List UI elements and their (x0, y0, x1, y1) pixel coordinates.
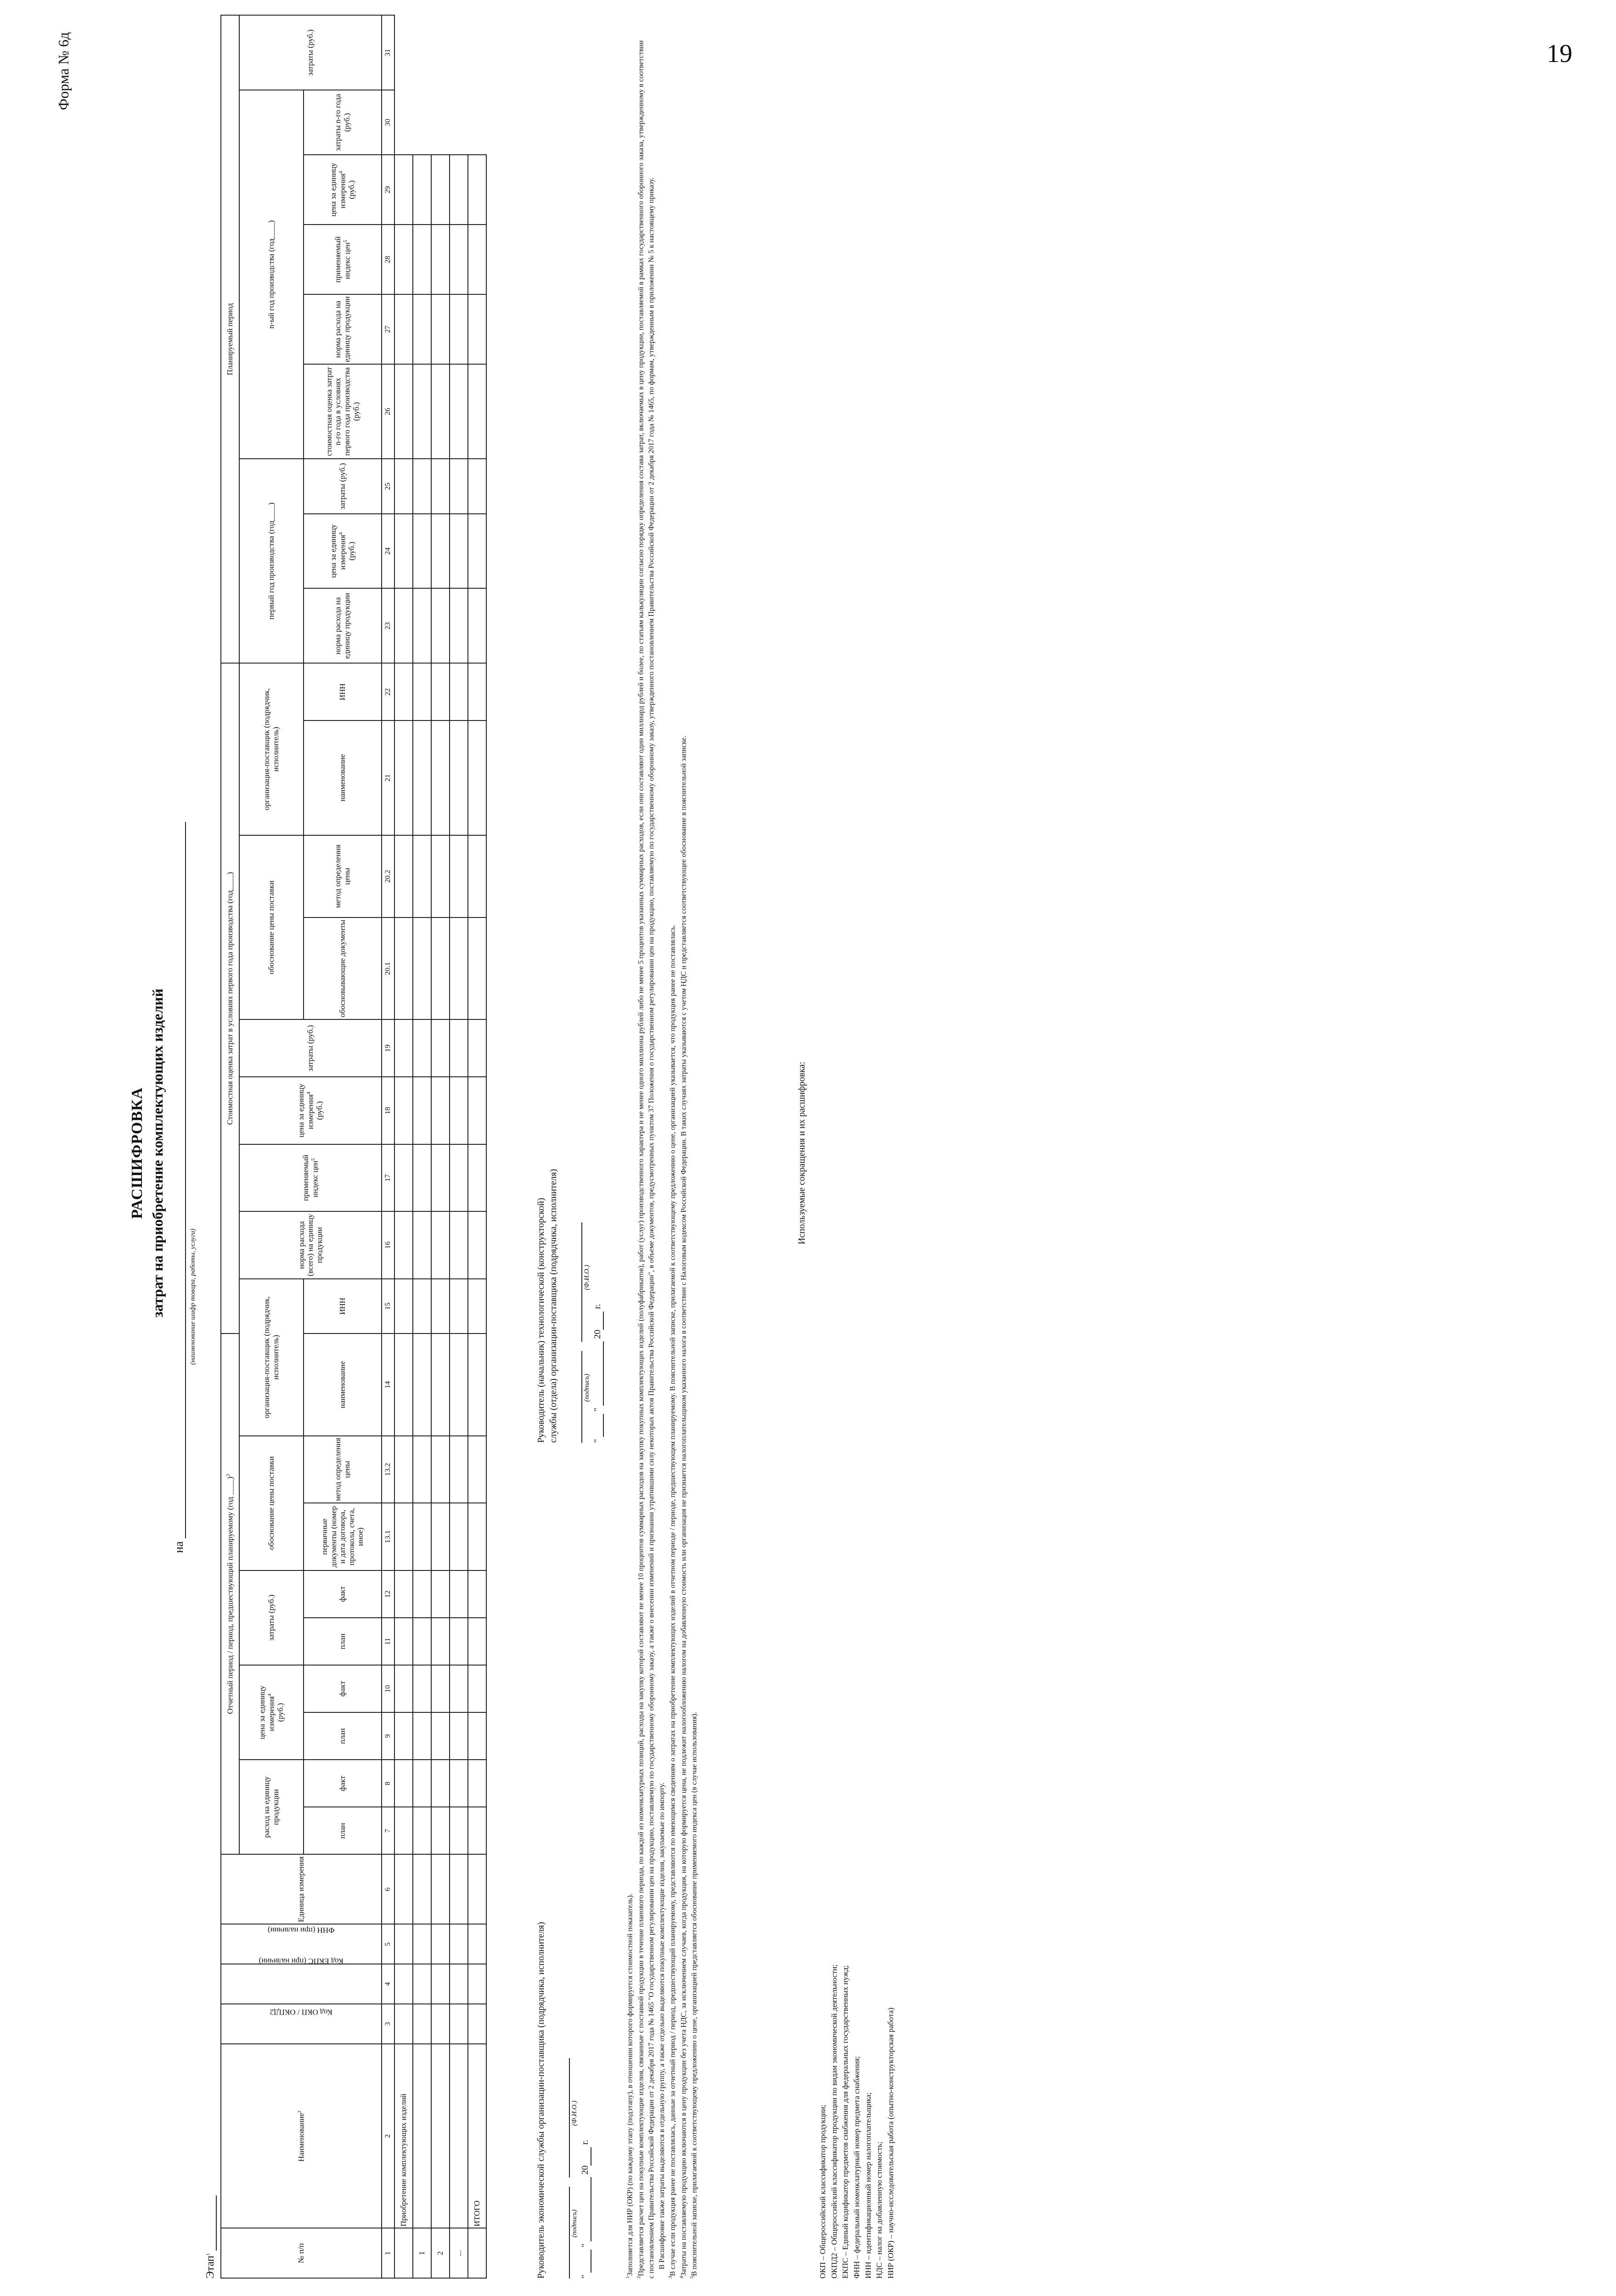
hdr-price-unit-2 (239, 1077, 382, 1144)
day-blank (595, 1414, 604, 1437)
cost-table (220, 15, 487, 2279)
col-num: 5 (382, 1924, 394, 1964)
etap-sup: 1 (205, 2253, 211, 2256)
hdr-ekps-text: Код ЕКПС (при наличии) (259, 1957, 344, 1966)
hdr-applied-index-text: применяемый индекс цен (301, 1154, 320, 1201)
year-blank (582, 2147, 591, 2166)
hdr-price-plan: план (304, 1712, 382, 1760)
abbreviation-item: ИНН – идентификационный номер налогоплательщика; (863, 2092, 873, 2279)
signature-block-left (535, 1819, 591, 2279)
hdr-price-unit-rub: (руб.) (276, 1703, 285, 1722)
hdr-ny-cost-first: стоимостная оценка затрат n-го года в условиях первого года производства (руб.) (304, 364, 382, 459)
hdr-justification-2: обоснование цены поставки (239, 835, 304, 1020)
abbreviation-item: НДС – налог на добавленную стоимость; (875, 2141, 884, 2279)
col-num: 31 (382, 15, 394, 90)
col-num: 14 (382, 1334, 394, 1436)
hdr-ny-index-text: применяемый индекс цен (333, 236, 352, 283)
hdr-okp (221, 2004, 382, 2044)
hdr-inn: ИНН (304, 1279, 382, 1334)
sign-caption: (подпись) (571, 2209, 578, 2238)
hdr-ny-price-text: цена за единицу измерения (329, 163, 347, 217)
footnote (636, 38, 657, 2279)
row-name (431, 2044, 450, 2228)
year-prefix: 20 (592, 1329, 603, 1339)
row-num: ... (450, 2228, 468, 2278)
footnote-text: Представляется расчет цен на покупные комплектующие изделия, связанные с поставкой продукции в течение планового периода, по каждой из номенклатурных позиций, расходы на закупку которой составляют не менее 10 процентов суммарных расходов на закупку покупных комплектующих изделий (полуфабрикатов), работ (услуг) производственного характера и не менее одного миллиона рублей либо не менее 5 процентов указанных суммарных расходов, если они составляют один миллиард рублей и более, по статьям калькуляции согласно порядку определения состава затрат, включаемых в цену продукции, поставляемой в рамках государственного оборонного заказа, утвержденному в соответствии с постановлением Правительства Российской Федерации от 2 декабря 2017 года № 1465 "О государственном регулировании цен на продукцию, поставляемую по государственному оборонному заказу, а также о внесении изменений и признании утратившими силу некоторых актов Правительства Российской Федерации", в объеме документов, предусмотренных пунктом 37 Положения о государственном регулировании цен на продукцию, поставляемую по государственному оборонному заказу, утвержденного постановлением Правительства Российской Федерации от 2 декабря 2017 года № 1465, по формам, утвержденным в приложении № 5 к настоящему приказу. (636, 40, 656, 2279)
hdr-consumption-fact: факт (304, 1760, 382, 1807)
footnotes (625, 38, 700, 2279)
col-num: 25 (382, 459, 394, 513)
col-num: 2 (382, 2044, 394, 2228)
row-name (413, 2044, 431, 2228)
col-num: 7 (382, 1807, 394, 1854)
abbreviation-item: ОКП – Общероссийский классификатор продукции; (818, 2105, 827, 2279)
hdr-supplier: организация-поставщик (подрядчик, исполнитель) (239, 1279, 304, 1436)
col-num: 13.1 (382, 1503, 394, 1570)
abbreviations-list (817, 1085, 896, 2279)
sign-blank (573, 1351, 582, 1443)
footnote (657, 38, 667, 2279)
col-num: 23 (382, 588, 394, 663)
na-line (172, 635, 186, 1553)
table-row-total (468, 15, 486, 2278)
col-num: 30 (382, 90, 394, 155)
col-num: 28 (382, 225, 394, 294)
hdr-applied-index-sup: 5 (310, 1158, 316, 1161)
month-blank (582, 2177, 591, 2241)
col-num: 10 (382, 1665, 394, 1712)
hdr-consumption-plan: план (304, 1807, 382, 1854)
footnote-sup: 3 (668, 2276, 674, 2279)
footnote-text: В Расшифровке также затраты выделяются в отдельную группу, а также отдельно выделяются покупные комплектующие изделия, закупаемые по импорту. (658, 1782, 666, 2269)
hdr-justifying-docs: обосновывающие документы (304, 917, 382, 1020)
footnote (667, 38, 678, 2279)
signature-left-head: Руководитель экономической службы организации-поставщика (подрядчика, исполнителя) (536, 1922, 546, 2279)
hdr-price-unit-2-rub: (руб.) (315, 1101, 324, 1120)
hdr-fy-costs: затраты (руб.) (304, 459, 382, 513)
signature-right-head2: службы (отдела) организации-поставщика (подрядчика, исполнителя) (548, 1169, 558, 1443)
hdr-okp-text: Код ОКП / ОКПД2 (270, 2008, 333, 2017)
row-num: 1 (413, 2228, 431, 2278)
signature-right-date (591, 938, 604, 1443)
hdr-consumption: расход на единицу продукции (239, 1760, 304, 1854)
footnote-sup: 2 (636, 2276, 642, 2279)
hdr-name-text: Наименование (297, 2113, 306, 2162)
footnote-text: Заполняется для НИР (ОКР) (по каждому этапу (подэтапу), в отношении которого формируется стоимостной показатель). (626, 1893, 634, 2276)
hdr-ny-norm: норма расхода на единицу продукции (304, 294, 382, 364)
col-num: 6 (382, 1854, 394, 1924)
hdr-method-2: метод определения цены (304, 835, 382, 917)
hdr-name (221, 2044, 382, 2228)
year-suffix: г. (592, 1304, 603, 1309)
hdr-fy-price-text: цена за единицу измерения (329, 524, 347, 578)
footnote (689, 38, 700, 2279)
col-num: 26 (382, 364, 394, 459)
hdr-price-fact: факт (304, 1665, 382, 1712)
footnote-sup: 1 (625, 2276, 631, 2279)
hdr-costs: затраты (руб.) (239, 1570, 304, 1665)
col-num: 3 (382, 2004, 394, 2044)
na-label: на (172, 1541, 186, 1553)
table-row (431, 15, 450, 2278)
hdr-unit: Единица измерения (221, 1854, 382, 1924)
hdr-price-unit-2-text: цена за единицу измерения (297, 1083, 315, 1137)
col-num: 12 (382, 1570, 394, 1618)
table-row (413, 15, 431, 2278)
col-num: 17 (382, 1144, 394, 1212)
hdr-nth-year: n-ый год производства (год____) (239, 90, 304, 459)
year-prefix: 20 (580, 2165, 591, 2175)
date-quote-close: " (592, 1407, 603, 1412)
day-blank (582, 2250, 591, 2273)
hdr-price-unit (239, 1665, 304, 1760)
hdr-method: метод определения цены (304, 1436, 382, 1503)
hdr-costs-fact: факт (304, 1570, 382, 1618)
na-caption: (наименование шифр товара, работы, услуги) (189, 1228, 197, 1365)
col-num: 20.1 (382, 917, 394, 1020)
footnote (625, 38, 636, 2279)
hdr-supplier-name-2: наименование (304, 720, 382, 835)
hdr-supplier-name: наименование (304, 1334, 382, 1436)
hdr-fy-norm: норма расхода на единицу продукции (304, 588, 382, 663)
row-num (468, 2228, 486, 2278)
hdr-ny-costs: затраты n-го года (руб.) (304, 90, 382, 155)
hdr-fy-price-sup: 4 (338, 532, 343, 535)
fio-blank (561, 2058, 570, 2178)
hdr-plan-period: Планируемый период (221, 15, 239, 663)
hdr-primary-docs: первичные документы (номер и дата договора, протокола, счета, иное) (304, 1503, 382, 1570)
column-number-row (382, 15, 394, 2278)
hdr-inn-2: ИНН (304, 663, 382, 720)
signature-right-head1: Руководитель (начальник) технологической (конструкторской) (536, 1198, 546, 1443)
col-num: 16 (382, 1211, 394, 1279)
signature-left-lines (557, 1819, 570, 2279)
date-quote-open: " (592, 1439, 603, 1443)
signature-left-captions (570, 1819, 579, 2279)
form-number: Форма № 6д (55, 32, 72, 110)
hdr-ny-price (304, 155, 382, 225)
hdr-supplier-2: организация-поставщик (подрядчик, исполнитель) (239, 663, 304, 835)
row-num (394, 2228, 413, 2278)
na-blank (174, 822, 186, 1538)
col-num: 4 (382, 1964, 394, 2004)
hdr-fy-price-rub: (руб.) (347, 541, 356, 561)
footnote (678, 38, 689, 2279)
col-num: 15 (382, 1279, 394, 1334)
hdr-price-unit-sup: 4 (266, 1694, 272, 1696)
hdr-report-period-text: Отчетный период / период, предшествующий планируемому (год ____) (225, 1476, 235, 1714)
abbreviation-item: ФНН – федеральный номенклатурный номер предмета снабжения; (852, 2056, 861, 2279)
signature-right-lines (570, 938, 582, 1443)
col-num: 20.2 (382, 835, 394, 917)
hdr-cost-group: Стоимостная оценка затрат в условиях первого года производства (год____) (221, 663, 239, 1334)
sign-caption: (подпись) (583, 1373, 591, 1402)
doc-title: РАСШИФРОВКА (129, 1087, 146, 1219)
hdr-price-unit-2-sup: 4 (305, 1092, 311, 1095)
col-num: 1 (382, 2228, 394, 2278)
doc-subtitle: затрат на приобретение комплектующих изделий (149, 988, 166, 1318)
col-num: 21 (382, 720, 394, 835)
col-num: 8 (382, 1760, 394, 1807)
hdr-norm-total: норма расхода (всего) на единицу продукции (239, 1211, 382, 1279)
col-num: 11 (382, 1618, 394, 1665)
month-blank (595, 1341, 604, 1406)
hdr-report-period (221, 1334, 239, 1854)
hdr-price-unit-text: цена за единицу измерения (258, 1685, 276, 1739)
row-name (450, 2044, 468, 2228)
signature-block-right (535, 938, 604, 1443)
hdr-ny-index (304, 225, 382, 294)
hdr-applied-index (239, 1144, 382, 1212)
abbreviation-item: ОКПД2 – Общероссийский классификатор продукции по видам экономической деятельности; (829, 1964, 839, 2279)
col-num: 9 (382, 1712, 394, 1760)
col-num: 18 (382, 1077, 394, 1144)
etap-line (204, 2195, 217, 2279)
footnote-text: В пояснительной записке, прилагаемой к соответствующему предложению о цене, организацией представляется обоснование применяемого индекса цен (в случае использования). (690, 1712, 698, 2276)
hdr-ekps (221, 1957, 382, 2004)
hdr-fnn-text: ФНН (при наличии) (268, 1926, 335, 1935)
etap-label: Этап (204, 2256, 216, 2279)
footnote-sup: 5 (689, 2276, 695, 2279)
row-name: Приобретение комплектующих изделий (394, 2044, 413, 2228)
table-row (450, 15, 468, 2278)
col-num: 27 (382, 294, 394, 364)
fio-caption: (Ф.И.О.) (583, 1265, 591, 1290)
hdr-num: № п/п (221, 2228, 382, 2278)
col-num: 19 (382, 1019, 394, 1077)
signature-left-date (579, 1819, 591, 2279)
table-row (394, 15, 413, 2278)
abbreviations-title: Используемые сокращения и их расшифровка: (797, 1062, 807, 1244)
hdr-justification: обоснование цены поставки (239, 1436, 304, 1570)
signature-right-captions (582, 938, 591, 1443)
hdr-costs-total: затраты (руб.) (239, 15, 382, 90)
year-blank (595, 1311, 604, 1330)
abbreviation-item: НИР (ОКР) – научно-исследовательская работа (опытно-конструкторская работа) (886, 2007, 895, 2279)
hdr-ny-index-sup: 5 (342, 240, 348, 242)
col-num: 24 (382, 514, 394, 589)
footnote-text: В случае если продукция ранее не поставлялась, данные за отчетный период / период, предшествующий планируемому, представляются по имеющимся сведениям о затратах на приобретение комплектующих изделий в отчетном периоде / периоде, предшествующем планируемому. В пояснительной записке, прилагаемой к соответствующему предложению о цене, организацией указывается, что продукция ранее не поставлялась. (669, 924, 677, 2276)
fio-caption: (Ф.И.О.) (571, 2100, 578, 2126)
year-suffix: г. (580, 2139, 591, 2145)
hdr-name-sup: 2 (296, 2110, 302, 2113)
row-name: ИТОГО (468, 2044, 486, 2228)
col-num: 22 (382, 663, 394, 720)
abbreviation-item: ЕКПС – Единый кодификатор предметов снабжения для федеральных государственных нужд; (841, 1965, 850, 2279)
etap-blank (207, 2195, 217, 2251)
hdr-ny-price-rub: (руб.) (347, 180, 356, 199)
fio-blank (573, 1222, 582, 1342)
date-quote-close: " (580, 2243, 591, 2247)
hdr-report-period-sup: 3 (225, 1474, 231, 1477)
footnote-sup: 4 (678, 2276, 684, 2279)
hdr-costs-plan: план (304, 1618, 382, 1665)
date-quote-open: " (580, 2274, 591, 2279)
hdr-ny-price-sup: 4 (338, 171, 343, 174)
col-num: 29 (382, 155, 394, 225)
row-num: 2 (431, 2228, 450, 2278)
hdr-costs-2: затраты (руб.) (239, 1019, 382, 1077)
hdr-first-year: первый год производства (год____) (239, 459, 304, 663)
col-num: 13.2 (382, 1436, 394, 1503)
sign-blank (561, 2187, 570, 2279)
hdr-fy-price (304, 514, 382, 589)
page-number: 19 (1547, 39, 1572, 68)
footnote-text: Затраты на поставляемую продукцию включаются в цену продукции без учета НДС, за исключением случаев, когда продукция, на которую формируется цена, не подлежит налогообложению налогом на добавленную стоимость или организация не признается налогоплательщиком указанного налога в соответствии с Налоговым кодексом Российской Федерации. В таких случаях затраты указываются с учетом НДС и представляется соответствующее обоснование в пояснительной записке. (680, 736, 688, 2276)
